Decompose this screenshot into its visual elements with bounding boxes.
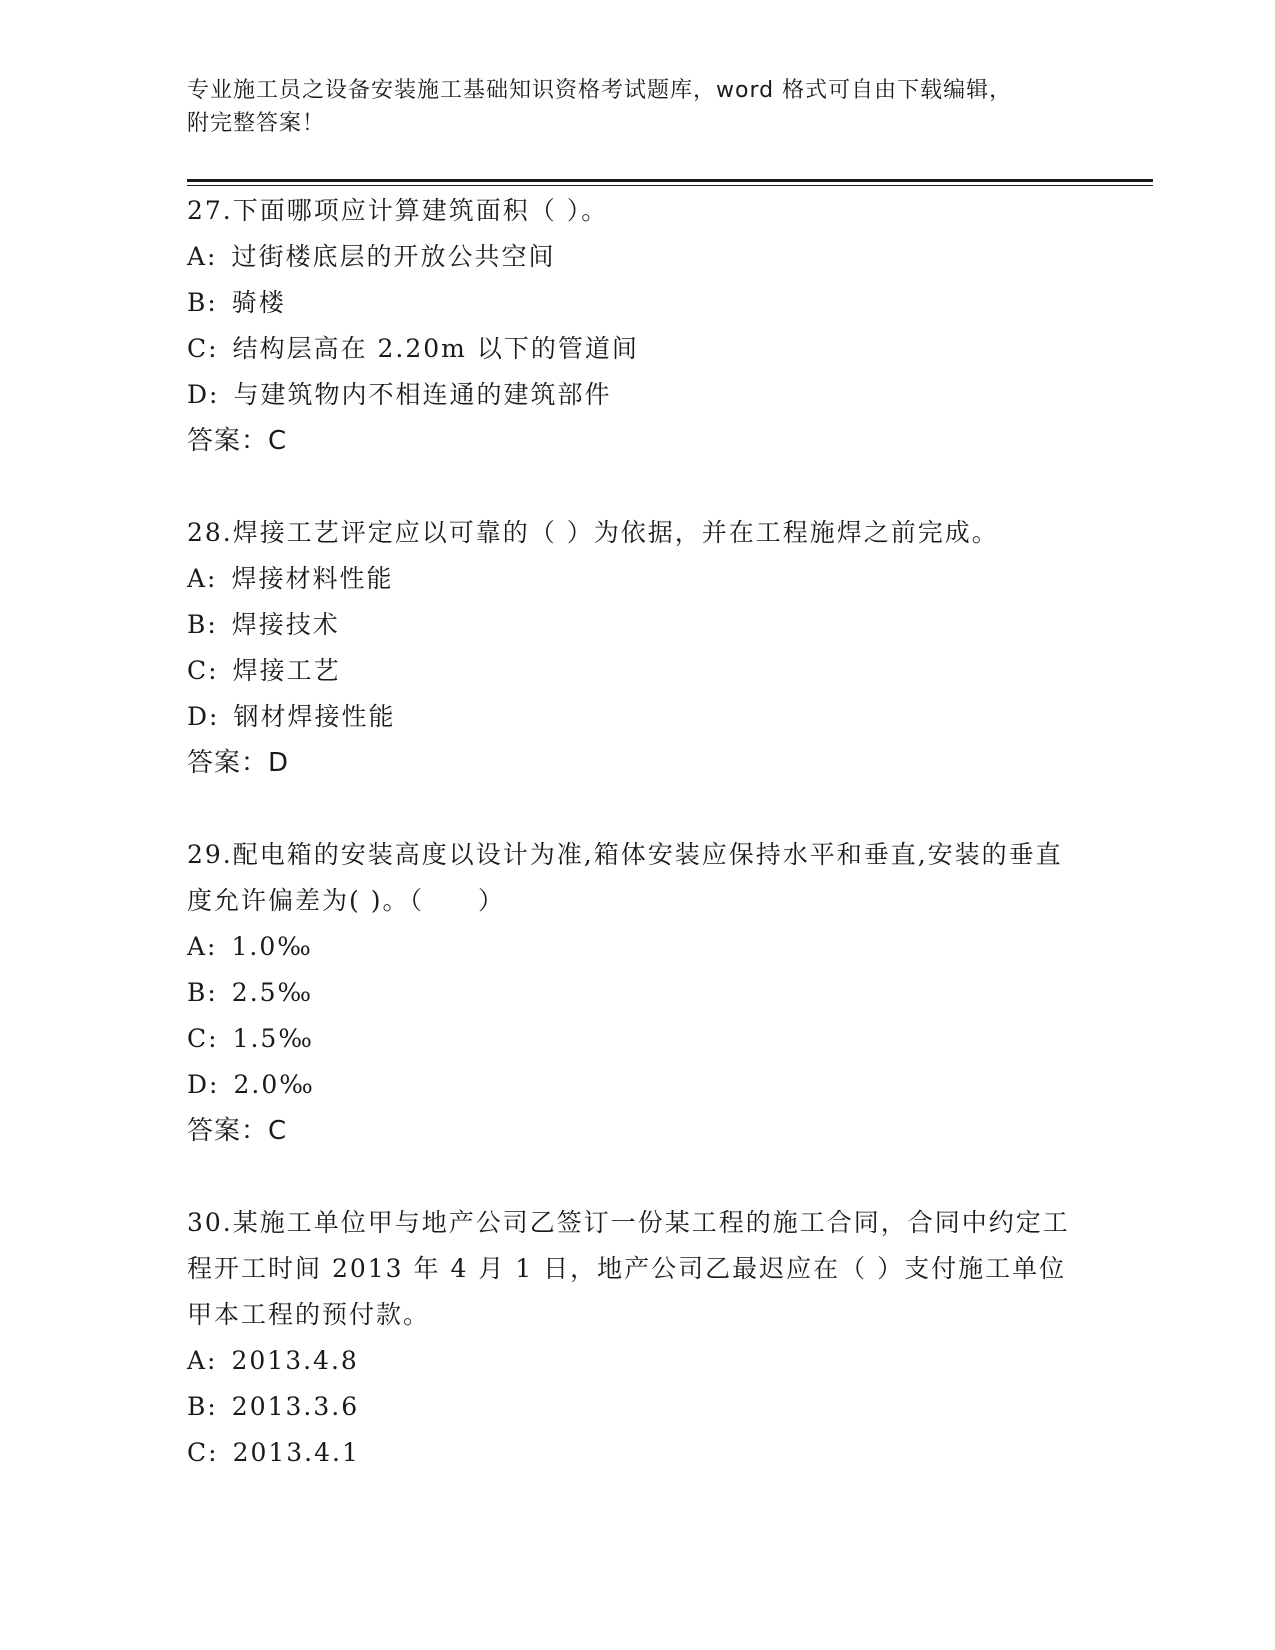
option-label: C: bbox=[187, 656, 219, 685]
option-label: A: bbox=[187, 932, 218, 961]
option-a bbox=[187, 556, 1077, 602]
question-text: 28.焊接工艺评定应以可靠的（ ）为依据，并在工程施焊之前完成。 bbox=[187, 518, 999, 547]
header-line-1: 专业施工员之设备安装施工基础知识资格考试题库，word 格式可自由下载编辑， bbox=[187, 78, 1013, 103]
question-text: 27.下面哪项应计算建筑面积（ ）。 bbox=[187, 196, 609, 225]
option-text: 1.5‰ bbox=[232, 1024, 314, 1053]
option-d bbox=[187, 372, 1077, 418]
question-30 bbox=[187, 1200, 1077, 1476]
option-text: 过街楼底层的开放公共空间 bbox=[231, 242, 556, 271]
option-label: D: bbox=[187, 702, 220, 731]
question-29 bbox=[187, 832, 1077, 1154]
answer: 答案：C bbox=[187, 426, 288, 456]
option-b bbox=[187, 602, 1077, 648]
option-label: D: bbox=[187, 380, 220, 409]
option-text: 焊接材料性能 bbox=[231, 564, 394, 593]
option-label: A: bbox=[187, 242, 218, 271]
option-c bbox=[187, 648, 1077, 694]
option-text: 2013.4.1 bbox=[232, 1438, 360, 1467]
question-28 bbox=[187, 510, 1077, 786]
option-label: B: bbox=[187, 1392, 218, 1421]
option-a bbox=[187, 924, 1077, 970]
question-text: 30.某施工单位甲与地产公司乙签订一份某工程的施工合同，合同中约定工程开工时间 2013 年 4 月 1 日，地产公司乙最迟应在（ ）支付施工单位甲本工程的预付款。 bbox=[187, 1208, 1070, 1329]
option-d bbox=[187, 694, 1077, 740]
option-label: D: bbox=[187, 1070, 220, 1099]
option-c bbox=[187, 1430, 1077, 1476]
header-divider-thick bbox=[187, 179, 1153, 182]
option-text: 1.0‰ bbox=[231, 932, 313, 961]
option-text: 焊接工艺 bbox=[232, 656, 341, 685]
option-c bbox=[187, 1016, 1077, 1062]
document-header bbox=[187, 74, 1087, 140]
option-c bbox=[187, 326, 1077, 372]
option-text: 2013.4.8 bbox=[231, 1346, 359, 1375]
option-label: C: bbox=[187, 334, 219, 363]
option-label: B: bbox=[187, 610, 218, 639]
option-text: 结构层高在 2.20m 以下的管道间 bbox=[232, 334, 639, 363]
option-label: C: bbox=[187, 1438, 219, 1467]
option-text: 钢材焊接性能 bbox=[233, 702, 396, 731]
question-text: 29.配电箱的安装高度以设计为准,箱体安装应保持水平和垂直,安装的垂直度允许偏差为( )。（ ） bbox=[187, 840, 1063, 915]
option-text: 骑楼 bbox=[231, 288, 286, 317]
option-a bbox=[187, 234, 1077, 280]
option-label: C: bbox=[187, 1024, 219, 1053]
option-b bbox=[187, 280, 1077, 326]
option-text: 2.0‰ bbox=[233, 1070, 315, 1099]
option-label: B: bbox=[187, 978, 218, 1007]
option-text: 焊接技术 bbox=[231, 610, 340, 639]
option-text: 2013.3.6 bbox=[231, 1392, 360, 1421]
header-divider-thin bbox=[187, 185, 1153, 186]
option-b bbox=[187, 1384, 1077, 1430]
option-a bbox=[187, 1338, 1077, 1384]
option-d bbox=[187, 1062, 1077, 1108]
answer: 答案：C bbox=[187, 1116, 288, 1146]
question-list bbox=[187, 188, 1077, 1522]
option-text: 2.5‰ bbox=[231, 978, 314, 1007]
option-label: A: bbox=[187, 564, 218, 593]
question-27 bbox=[187, 188, 1077, 464]
option-label: A: bbox=[187, 1346, 218, 1375]
header-line-2: 附完整答案！ bbox=[187, 111, 326, 136]
answer: 答案：D bbox=[187, 748, 290, 778]
option-text: 与建筑物内不相连通的建筑部件 bbox=[233, 380, 612, 409]
option-label: B: bbox=[187, 288, 218, 317]
option-b bbox=[187, 970, 1077, 1016]
